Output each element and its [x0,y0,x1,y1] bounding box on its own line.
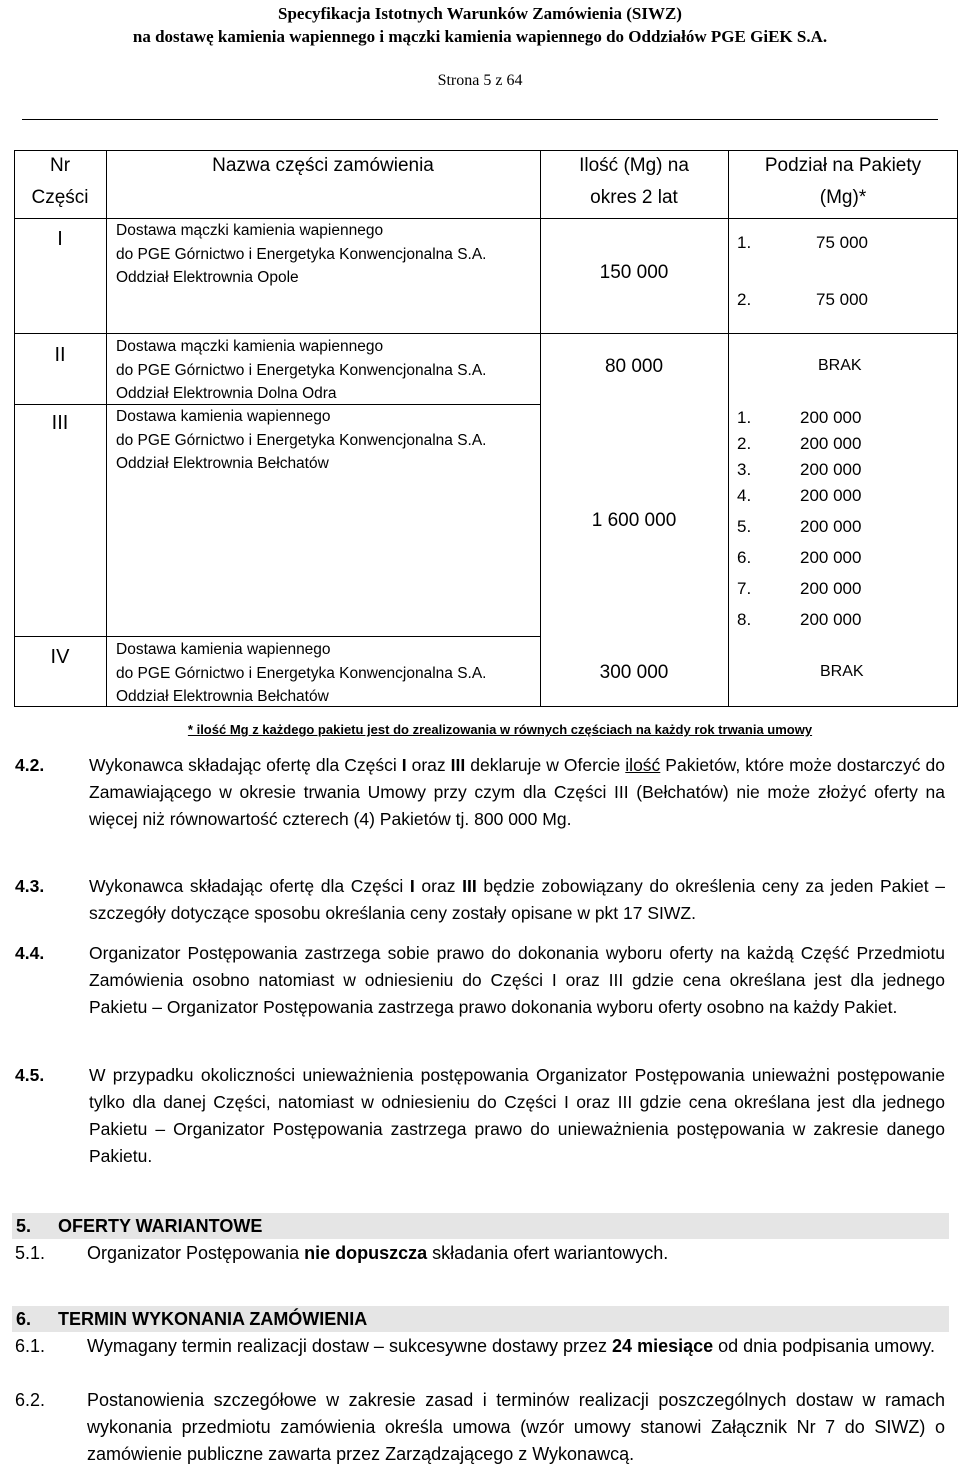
package-item: 3. [737,460,752,479]
table-divider [728,150,729,707]
package-value: 200 000 [800,486,862,505]
table-footnote: * ilość Mg z każdego pakietu jest do zrealizowania w równych częściach na każdy rok trwania umowy [187,722,813,737]
document-title: Specyfikacja Istotnych Warunków Zamówienia (SIWZ) [278,4,682,23]
item-6-1: 6.1. Wymagany termin realizacji dostaw – sukcesywne dostawy przez 24 miesiące od dnia podpisania umowy. [15,1336,935,1356]
package-value: 200 000 [800,579,862,598]
row-description: Dostawa kamienia wapiennego do PGE Górnictwo i Energetyka Konwencjonalna S.A. Oddział Elektrownia Bełchatów [116,641,487,705]
package-value: 200 000 [800,460,862,479]
col-header-name: Nazwa części zamówienia [212,155,434,176]
item-5-1: 5.1. Organizator Postępowania nie dopuszcza składania ofert wariantowych. [15,1243,669,1263]
paragraph-4-5: 4.5. W przypadku okoliczności unieważnienia postępowania Organizator Postępowania unieważni postępowanie tylko dla danej Części, natomiast w odniesieniu do Części I oraz III gdzie cena określana jest dla jednego Pakietu – Organizator Postępowania zastrzega prawo do unieważnienia postępowania w zakresie danego Pakietu. [15,1062,945,1170]
package-value: 200 000 [800,548,862,567]
item-6-2: 6.2. Postanowienia szczegółowe w zakresie zasad i terminów realizacji poszczególnych dostaw w ramach wykonania przedmiotu zamówienia określa umowa (wzór umowy stanowi Załącznik Nr 7 do SIWZ) o zamówienie publiczne zawarta przez Zarządzającego z Wykonawcą. [15,1390,945,1464]
package-item: 5. [737,517,752,536]
package-item: 2. [737,290,752,309]
table-divider [106,150,107,707]
col-header-nr: Nr Części [31,155,89,208]
row-number: I [57,228,63,250]
col-header-packages: Podział na Pakiety (Mg)* [764,155,922,208]
package-item: 7. [737,579,752,598]
row-description: Dostawa kamienia wapiennego do PGE Górnictwo i Energetyka Konwencjonalna S.A. Oddział Elektrownia Bełchatów [116,408,487,472]
row-quantity: 80 000 [604,356,664,377]
page-number: Strona 5 z 64 [437,72,523,89]
section-heading-5: 5. OFERTY WARIANTOWE [12,1213,949,1239]
paragraph-4-3: 4.3. Wykonawca składając ofertę dla Części I oraz III będzie zobowiązany do określenia ceny za jeden Pakiet – szczegóły dotyczące sposobu określania ceny zostały opisane w pkt 17 SIWZ. [15,873,945,927]
header-divider [22,119,938,120]
row-description: Dostawa mączki kamienia wapiennego do PGE Górnictwo i Energetyka Konwencjonalna S.A. Oddział Elektrownia Opole [116,222,487,286]
package-value: 75 000 [816,233,868,252]
package-item: 4. [737,486,752,505]
packages-none: BRAK [818,357,862,374]
package-item: 2. [737,434,752,453]
table-divider [14,333,958,334]
paragraph-4-4: 4.4. Organizator Postępowania zastrzega sobie prawo do dokonania wyboru oferty na każdą Część Przedmiotu Zamówienia osobno natomiast w odniesieniu do Części I oraz III gdzie cena określana jest dla jednego Pakietu – Organizator Postępowania zastrzega prawo dokonania wyboru oferty osobno na każdy Pakiet. [15,940,945,1021]
paragraph-number: 4.2. [15,755,45,775]
row-description: Dostawa mączki kamienia wapiennego do PGE Górnictwo i Energetyka Konwencjonalna S.A. Oddział Elektrownia Dolna Odra [116,338,487,402]
col-header-qty: Ilość (Mg) na okres 2 lat [579,155,689,208]
package-value: 200 000 [800,610,862,629]
paragraph-4-2: 4.2. Wykonawca składając ofertę dla Części I oraz III deklaruje w Ofercie ilość Pakietów, które może dostarczyć do Zamawiającego w okresie trwania Umowy przy czym dla Części III (Bełchatów) nie może złożyć oferty na więcej niż równowartość czterech (4) Pakietów tj. 800 000 Mg. [15,752,945,833]
package-item: 6. [737,548,752,567]
row-number: II [54,344,66,366]
package-value: 75 000 [816,290,868,309]
package-value: 200 000 [800,408,862,427]
package-item: 1. [737,233,752,252]
document-subtitle: na dostawę kamienia wapiennego i mączki kamienia wapiennego do Oddziałów PGE GiEK S.A. [132,27,828,46]
package-item: 1. [737,408,752,427]
row-number: III [51,412,69,434]
row-quantity: 1 600 000 [591,510,677,531]
paragraph-number: 4.4. [15,943,45,963]
packages-none: BRAK [820,663,864,680]
package-item: 8. [737,610,752,629]
package-value: 200 000 [800,517,862,536]
table-divider [14,636,541,637]
row-number: IV [50,646,70,668]
row-quantity: 150 000 [599,262,669,283]
package-value: 200 000 [800,434,862,453]
table-divider [540,150,541,707]
section-heading-6: 6. TERMIN WYKONANIA ZAMÓWIENIA [12,1306,949,1332]
paragraph-number: 4.3. [15,876,45,896]
paragraph-number: 4.5. [15,1065,45,1085]
row-quantity: 300 000 [599,662,669,683]
